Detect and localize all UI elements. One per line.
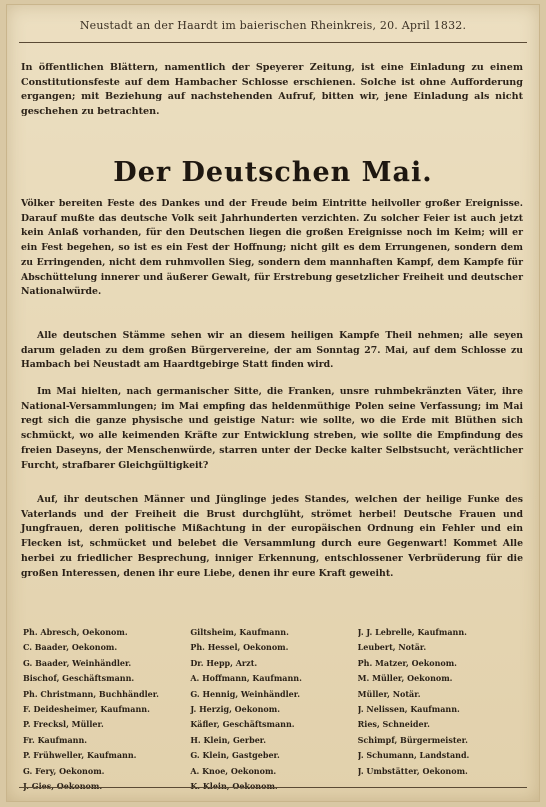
signatory: A. Hoffmann, Kaufmann. (190, 673, 302, 684)
signatory: G. Fery, Oekonom. (23, 765, 105, 776)
signatory: Fr. Kaufmann. (23, 734, 88, 745)
signatory: F. Deidesheimer, Kaufmann. (23, 704, 150, 715)
paragraph-4: Auf, ihr deutschen Männer und Jünglinge jedes Standes, welchen der heilige Funke des Vaterlands und der Freiheit die Brust durchglüht, strömet herbei! Deutsche Frauen und Jungfrauen, deren politische Mißachtung in der europäischen Ordnung ein Fehler und ein Flecken ist, schmücket und belebet die Versammlung durch eure Gegenwart! Kommet Alle herbei zu friedlicher Besprechung, inniger Erkennung, entschlossener Verbrüderung für die großen Interessen, denen ihr eure Liebe, denen ihr eure Kraft geweiht. (21, 494, 523, 579)
signatory: Ries, Schneider. (357, 719, 430, 730)
signatory: P. Frühweller, Kaufmann. (23, 750, 137, 761)
signatory: Leubert, Notär. (357, 642, 427, 653)
signatory: J. Herzig, Oekonom. (190, 704, 281, 715)
signatory: Giltsheim, Kaufmann. (190, 627, 289, 637)
signatory: J. J. Lebrelle, Kaufmann. (357, 627, 467, 637)
signatory: K. Klein, Oekonom. (190, 781, 278, 792)
top-divider (19, 42, 527, 43)
signatory: Schimpf, Bürgermeister. (357, 734, 468, 745)
signatory: J. Gies, Oekonom. (23, 781, 103, 792)
signatory: G. Baader, Weinhändler. (23, 657, 132, 668)
signatory: Bischof, Geschäftsmann. (23, 673, 135, 684)
signatory: Ph. Matzer, Oekonom. (357, 657, 457, 668)
dateline: Neustadt an der Haardt im baierischen Rheinkreis, 20. April 1832. (79, 19, 467, 32)
signatory: J. Schumann, Landstand. (357, 750, 470, 761)
document-page (6, 4, 540, 802)
signatory: P. Frecksl, Müller. (23, 719, 104, 730)
paragraph-3: Im Mai hielten, nach germanischer Sitte, die Franken, unsre ruhmbekränzten Väter, ihre National-Versammlungen; im Mai empfing das heldenmüthige Polen seine Verfassung; im Mai regt sich die ganze physische und geistige Natur: wie sollte, wo die Erde mit Blüthen sich schmückt, wo alle keimenden Kräfte zur Entwicklung streben, wie sollte die Empfindung des freien Daseyns, der Menschenwürde, starren unter der Decke kalter Selbstsucht, verächtlicher Furcht, strafbarer Gleichgültigkeit? (21, 386, 523, 471)
signatory: Ph. Abresch, Oekonom. (23, 627, 128, 637)
signatory: H. Klein, Gerber. (190, 734, 267, 745)
signatory: G. Hennig, Weinhändler. (190, 688, 301, 699)
signatory: J. Nelissen, Kaufmann. (357, 704, 460, 715)
signatory: Ph. Hessel, Oekonom. (190, 642, 289, 653)
signatory: Dr. Hepp, Arzt. (190, 657, 258, 668)
paragraph-2: Alle deutschen Stämme sehen wir an diesem heiligen Kampfe Theil nehmen; alle seyen darum geladen zu dem großen Bürgervereine, der am Sonntag 27. Mai, auf dem Schlosse zu Hambach bei Neustadt am Haardtgebirge Statt finden wird. (21, 330, 523, 371)
signatory: A. Knoe, Oekonom. (190, 765, 277, 776)
signatory: G. Klein, Gastgeber. (190, 750, 280, 761)
signatory: J. Umbstätter, Oekonom. (357, 765, 468, 776)
page-title: Der Deutschen Mai. (113, 157, 433, 188)
signatory: Müller, Notär. (357, 688, 421, 699)
paragraph-1: Völker bereiten Feste des Dankes und der Freude beim Eintritte heilvoller großer Ereignisse. Darauf mußte das deutsche Volk seit Jahrhunderten verzichten. Zu solcher Feier ist auch jetzt kein Anlaß vorhanden, für den Deutschen liegen die großen Ereignisse noch im Keim; will er ein Fest begehen, so ist es ein Fest der Hoffnung; nicht gilt es dem Errungenen, sondern dem zu Erringenden, nicht dem ruhmvollen Sieg, sondern dem mannhaften Kampf, dem Kampfe für Abschüttelung innerer und äußerer Gewalt, für Erstrebung gesetzlicher Freiheit und deutscher Nationalwürde. (21, 198, 523, 298)
signatory: C. Baader, Oekonom. (23, 642, 118, 653)
signature-column-2 (190, 625, 357, 792)
signatory: Ph. Christmann, Buchhändler. (23, 688, 159, 699)
intro-notice: In öffentlichen Blättern, namentlich der Speyerer Zeitung, ist eine Einladung zu einem Constitutionsfeste auf dem Hambacher Schlosse erschienen. Solche ist ohne Aufforderung ergangen; mit Beziehung auf nachstehenden Aufruf, bitten wir, jene Einladung als nicht geschehen zu betrachten. (21, 62, 523, 117)
signatory: M. Müller, Oekonom. (357, 673, 453, 684)
signature-list (23, 625, 525, 792)
bottom-divider (19, 787, 527, 788)
signature-column-3 (358, 625, 525, 785)
signature-column-1 (23, 625, 190, 792)
signatory: Käfler, Geschäftsmann. (190, 719, 295, 730)
